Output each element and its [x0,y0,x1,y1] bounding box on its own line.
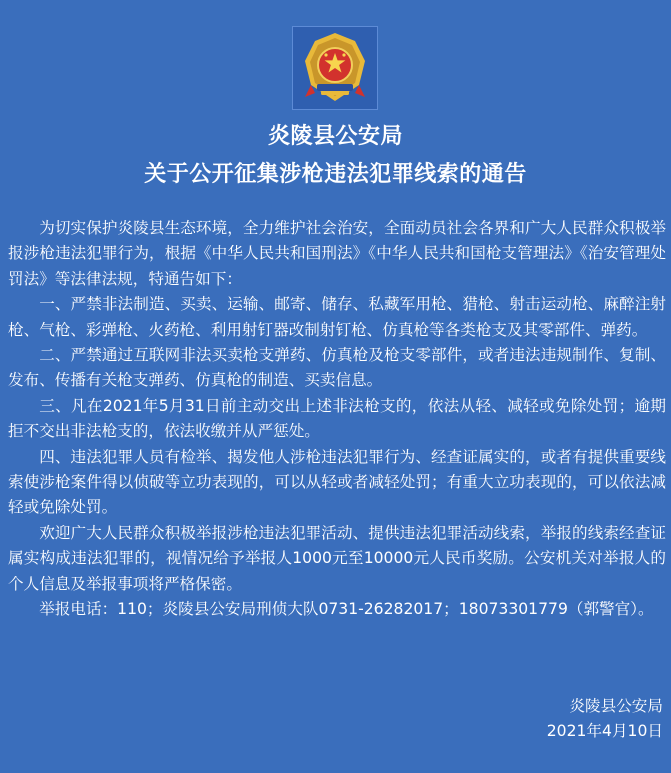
paragraph-item-4: 四、违法犯罪人员有检举、揭发他人涉枪违法犯罪行为、经查证属实的，或者有提供重要线索使涉枪案件得以侦破等立功表现的，可以从轻或者减轻处罚；有重大立功表现的，可以依法减轻或免除处罚。 [8,447,666,517]
title-org: 炎陵县公安局 [267,124,403,149]
title-notice: 关于公开征集涉枪违法犯罪线索的通告 [144,162,527,187]
paragraph-hotline: 举报电话：110；炎陵县公安局刑侦大队0731-26282017；18073301779（郭警官）。 [39,600,654,619]
signature-date: 2021年4月10日 [546,722,663,740]
paragraph-item-1: 一、严禁非法制造、买卖、运输、邮寄、储存、私藏军用枪、猎枪、射击运动枪、麻醉注射枪、气枪、彩弹枪、火药枪、利用射钉器改制射钉枪、仿真枪等各类枪支及其零部件、弹药。 [8,295,666,339]
paragraph-reward: 欢迎广大人民群众积极举报涉枪违法犯罪活动、提供违法犯罪活动线索，举报的线索经查证属实构成违法犯罪的，视情况给予举报人1000元至10000元人民币奖励。公安机关对举报人的个人信息及举报事项将严格保密。 [8,523,666,593]
paragraph-item-2: 二、严禁通过互联网非法买卖枪支弹药、仿真枪及枪支零部件，或者违法违规制作、复制、发布、传播有关枪支弹药、仿真枪的制造、买卖信息。 [8,346,666,390]
paragraph-intro: 为切实保护炎陵县生态环境，全力维护社会治安，全面动员社会各界和广大人民群众积极举报涉枪违法犯罪行为，根据《中华人民共和国刑法》《中华人民共和国枪支管理法》《治安管理处罚法》等法律法规，特通告如下： [8,219,666,288]
paragraph-item-3: 三、凡在2021年5月31日前主动交出上述非法枪支的，依法从轻、减轻或免除处罚；逾期拒不交出非法枪支的，依法收缴并从严惩处。 [8,396,666,441]
notice-body [8,216,666,623]
signature-office: 炎陵县公安局 [569,697,663,715]
police-emblem-icon [292,26,378,110]
